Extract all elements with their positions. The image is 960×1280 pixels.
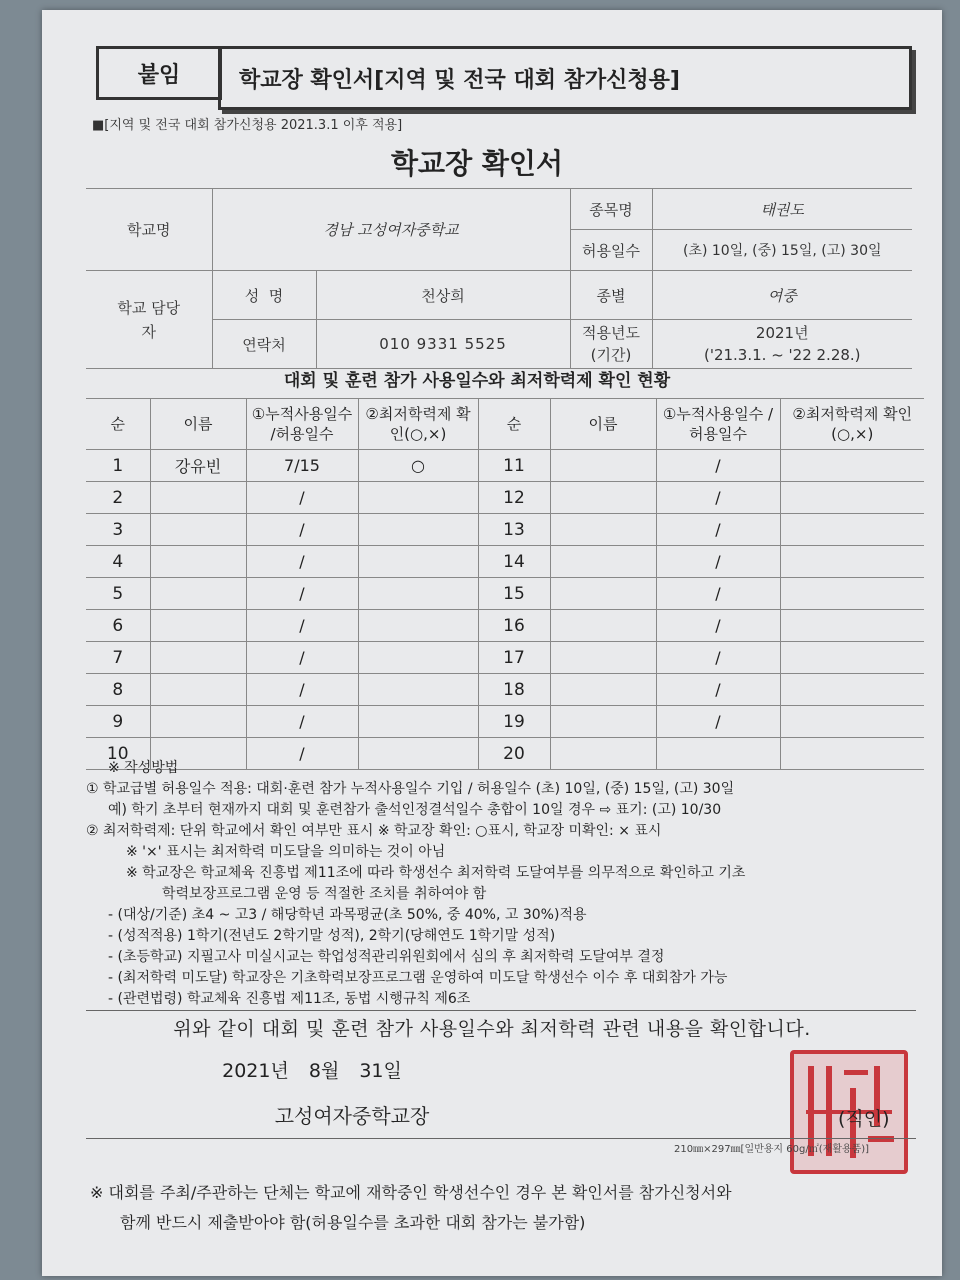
days-used: /: [246, 706, 358, 738]
achievement-check: ○: [358, 450, 478, 482]
note-line: ① 학교급별 허용일수 적용: 대회·훈련 참가 누적사용일수 기입 / 허용일수 (초) 10일, (중) 15일, (고) 30일: [86, 781, 735, 797]
row-number: 5: [86, 578, 150, 610]
days-used: /: [246, 738, 358, 770]
student-name: [150, 546, 246, 578]
row-number: 13: [478, 514, 550, 546]
school-value: 경남 고성여자중학교: [212, 189, 570, 271]
days-used: /: [656, 706, 780, 738]
year-cell: [652, 320, 912, 369]
note-line: - (관련법령) 학교체육 진흥법 제11조, 동법 시행규칙 제6조: [108, 991, 471, 1007]
days-used: /: [246, 578, 358, 610]
achievement-check: [358, 482, 478, 514]
divider: [86, 1138, 916, 1139]
row-number: 7: [86, 642, 150, 674]
year-value: 2021년: [755, 324, 809, 342]
student-name: [150, 706, 246, 738]
paper-size-note: 210㎜×297㎜[일반용지 60g/㎡(재활용품)]: [674, 1144, 870, 1155]
document-paper: [42, 10, 942, 1276]
table-header-row: [86, 399, 924, 450]
achievement-check: [780, 706, 924, 738]
achievement-check: [358, 610, 478, 642]
days-used: /: [656, 450, 780, 482]
achievement-check: [780, 578, 924, 610]
col-name-2: 이름: [550, 399, 656, 450]
table-row: [86, 706, 924, 738]
confirmation-statement: 위와 같이 대회 및 훈련 참가 사용일수와 최저학력 관련 내용을 확인합니다.: [173, 1018, 811, 1040]
days-used: /: [656, 642, 780, 674]
row-number: 10: [86, 738, 150, 770]
achievement-check: [358, 578, 478, 610]
category-label: 종별: [570, 271, 652, 320]
table-row: [86, 610, 924, 642]
row-number: 17: [478, 642, 550, 674]
note-line: - (대상/기준) 초4 ~ 고3 / 해당학년 과목평균(초 50%, 중 40%, 고 30%)적용: [108, 907, 587, 923]
days-used: 7/15: [246, 450, 358, 482]
row-number: 11: [478, 450, 550, 482]
days-used: /: [656, 546, 780, 578]
days-used: /: [246, 610, 358, 642]
days-used: /: [246, 546, 358, 578]
attachment-tag: 붙임: [96, 46, 222, 100]
row-number: 18: [478, 674, 550, 706]
event-value: 태권도: [652, 189, 912, 230]
student-name: [550, 578, 656, 610]
student-name: [150, 514, 246, 546]
category-value: 여중: [652, 271, 912, 320]
achievement-check: [358, 546, 478, 578]
student-name: [550, 482, 656, 514]
row-number: 12: [478, 482, 550, 514]
col-days: ①누적사용일수 /허용일수: [246, 399, 358, 450]
achievement-check: [780, 450, 924, 482]
student-name: [550, 642, 656, 674]
student-name: [550, 546, 656, 578]
student-name: [150, 674, 246, 706]
school-label: 학교명: [86, 189, 212, 271]
achievement-check: [780, 674, 924, 706]
days-label: 허용일수: [570, 230, 652, 271]
event-label: 종목명: [570, 189, 652, 230]
col-check-2: ②최저학력제 확인(○,×): [780, 399, 924, 450]
row-number: 20: [478, 738, 550, 770]
days-used: /: [246, 514, 358, 546]
period-value: ('21.3.1. ~ '22 2.28.): [703, 346, 861, 364]
achievement-check: [780, 514, 924, 546]
student-name: [550, 674, 656, 706]
table-row: [86, 482, 924, 514]
applicability-note: ■[지역 및 전국 대회 참가신청용 2021.3.1 이후 적용]: [92, 118, 403, 133]
divider: [86, 1010, 916, 1011]
days-used: /: [246, 674, 358, 706]
achievement-check: [780, 610, 924, 642]
days-used: /: [656, 674, 780, 706]
table-row: [86, 546, 924, 578]
row-number: 6: [86, 610, 150, 642]
contact-value: 010 9331 5525: [316, 320, 570, 369]
table-row: [86, 674, 924, 706]
table-row: [86, 450, 924, 482]
achievement-check: [780, 546, 924, 578]
note-line: 예) 학기 초부터 현재까지 대회 및 훈련참가 출석인정결석일수 총합이 10일 경우 ⇨ 표기: (고) 10/30: [108, 802, 722, 818]
student-name: [550, 610, 656, 642]
days-used: /: [656, 610, 780, 642]
principal-name: 고성여자중학교장: [274, 1104, 430, 1128]
achievement-check: [358, 642, 478, 674]
row-number: 8: [86, 674, 150, 706]
student-name: 강유빈: [150, 450, 246, 482]
submission-notice: [90, 1178, 920, 1238]
year-label: 적용년도 (기간): [570, 320, 652, 369]
note-line: ※ 작성방법: [108, 760, 179, 776]
col-no: 순: [86, 399, 150, 450]
name-value: 천상희: [316, 271, 570, 320]
days-used: /: [656, 482, 780, 514]
student-name: [150, 610, 246, 642]
table-row: [86, 642, 924, 674]
signature-date: 2021년 8월 31일: [222, 1060, 402, 1082]
row-number: 2: [86, 482, 150, 514]
student-name: [150, 642, 246, 674]
row-number: 1: [86, 450, 150, 482]
achievement-check: [358, 514, 478, 546]
col-check: ②최저학력제 확인(○,×): [358, 399, 478, 450]
row-number: 19: [478, 706, 550, 738]
table-row: [86, 514, 924, 546]
achievement-check: [780, 482, 924, 514]
achievement-check: [780, 642, 924, 674]
contact-label: 연락처: [212, 320, 316, 369]
student-name: [550, 514, 656, 546]
table-row: [86, 578, 924, 610]
row-number: 3: [86, 514, 150, 546]
row-number: 14: [478, 546, 550, 578]
page-title: 학교장 확인서: [390, 147, 564, 180]
participation-table: [86, 398, 924, 770]
student-name: [550, 706, 656, 738]
name-label: 성 명: [212, 271, 316, 320]
col-no-2: 순: [478, 399, 550, 450]
student-name: [550, 450, 656, 482]
row-number: 9: [86, 706, 150, 738]
note-line: ※ '×' 표시는 최저학력 미도달을 의미하는 것이 아님: [126, 844, 446, 860]
row-number: 15: [478, 578, 550, 610]
col-days-2: ①누적사용일수 /허용일수: [656, 399, 780, 450]
days-used: /: [656, 514, 780, 546]
days-used: /: [246, 642, 358, 674]
section-title: 대회 및 훈련 참가 사용일수와 최저학력제 확인 현황: [283, 371, 671, 391]
achievement-check: [358, 706, 478, 738]
col-name: 이름: [150, 399, 246, 450]
note-line: ② 최저학력제: 단위 학교에서 확인 여부만 표시 ※ 학교장 확인: ○표시, 학교장 미확인: × 표시: [86, 823, 662, 839]
student-name: [150, 482, 246, 514]
student-name: [150, 578, 246, 610]
row-number: 16: [478, 610, 550, 642]
days-used: /: [246, 482, 358, 514]
header-title-box: 학교장 확인서[지역 및 전국 대회 참가신청용]: [218, 46, 912, 110]
note-line: 학력보장프로그램 운영 등 적절한 조치를 취하여야 함: [162, 886, 487, 902]
seal-label: (직인): [838, 1108, 890, 1130]
writing-instructions: [86, 758, 926, 1010]
manager-label: 학교 담당자: [86, 271, 212, 369]
achievement-check: [358, 674, 478, 706]
days-used: /: [656, 578, 780, 610]
note-line: ※ 학교장은 학교체육 진흥법 제11조에 따라 학생선수 최저학력 도달여부를 의무적으로 확인하고 기초: [126, 865, 746, 881]
info-table: [86, 188, 912, 369]
note-line: - (성적적용) 1학기(전년도 2학기말 성적), 2학기(당해연도 1학기말 성적): [108, 928, 556, 944]
row-number: 4: [86, 546, 150, 578]
note-line: - (최저학력 미도달) 학교장은 기초학력보장프로그램 운영하여 미도달 학생선수 이수 후 대회참가 가능: [108, 970, 728, 986]
days-value: (초) 10일, (중) 15일, (고) 30일: [652, 230, 912, 271]
notice-line: ※ 대회를 주최/주관하는 단체는 학교에 재학중인 학생선수인 경우 본 확인서를 참가신청서와: [90, 1183, 732, 1202]
notice-line: 함께 반드시 제출받아야 함(허용일수를 초과한 대회 참가는 불가함): [120, 1213, 586, 1232]
note-line: - (초등학교) 지필고사 미실시교는 학업성적관리위원회에서 심의 후 최저학력 도달여부 결정: [108, 949, 665, 965]
